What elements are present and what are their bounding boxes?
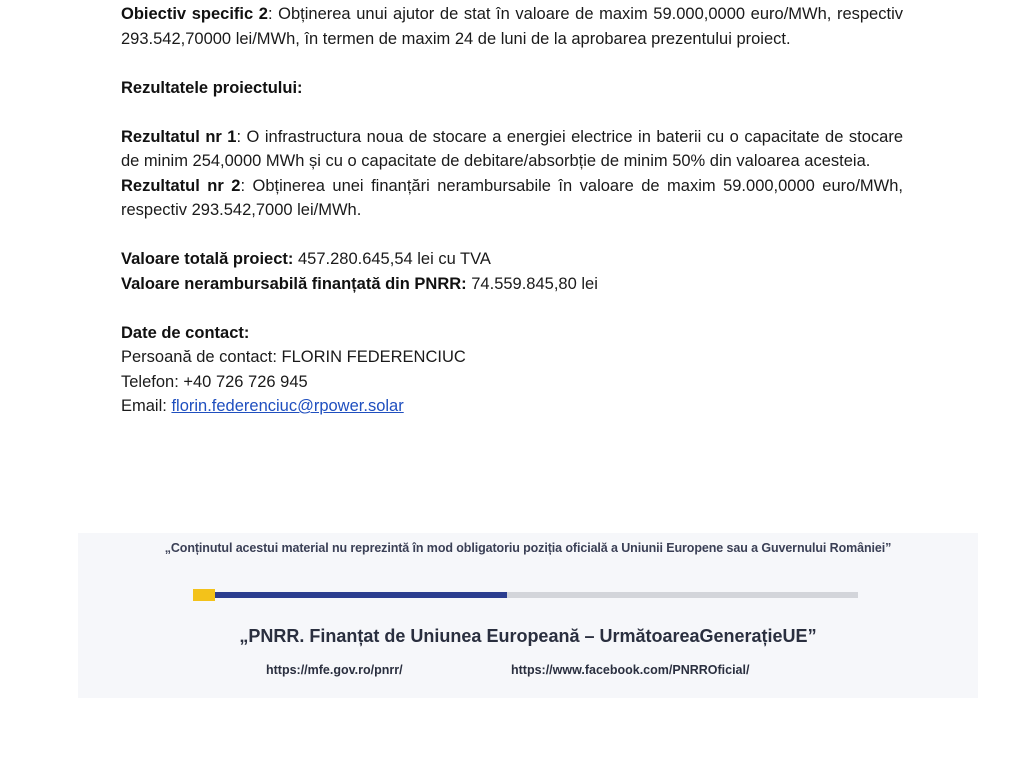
- objective-paragraph: [121, 2, 903, 51]
- contact-email-line: [121, 394, 903, 419]
- total-value-label: Valoare totală proiect:: [121, 250, 294, 268]
- email-label: Email:: [121, 397, 172, 415]
- footer-urls: [266, 663, 866, 677]
- result2-paragraph: [121, 174, 903, 223]
- result2-text: : Obținerea unei finanțări nerambursabile în valoare de maxim 59.000,0000 euro/MWh, respectiv 293.542,7000 lei/MWh.: [121, 176, 903, 219]
- mfe-url: https://mfe.gov.ro/pnrr/: [266, 663, 403, 677]
- total-value-line: [121, 247, 903, 272]
- eu-flag-icon: [193, 589, 215, 601]
- objective-label: Obiectiv specific 2: [121, 5, 268, 23]
- eu-disclaimer: „Conținutul acestui material nu reprezintă în mod obligatoriu poziția oficială a Uniunii Europene sau a Guvernului României”: [164, 541, 892, 555]
- facebook-url: https://www.facebook.com/PNRROficial/: [511, 663, 750, 677]
- contact-phone: Telefon: +40 726 726 945: [121, 372, 308, 391]
- result1-paragraph: [121, 125, 903, 174]
- results-heading: Rezultatele proiectului:: [121, 78, 303, 97]
- objective-text: : Obținerea unui ajutor de stat în valoare de maxim 59.000,0000 euro/MWh, respectiv 293.542,70000 lei/MWh, în termen de maxim 24 de luni de la aprobarea prezentului proiect.: [121, 5, 903, 48]
- grant-value-line: [121, 272, 903, 297]
- pnrr-footer-banner: [78, 533, 978, 698]
- pnrr-slogan: „PNRR. Finanțat de Uniunea Europeană – UrmătoareaGenerațieUE”: [239, 626, 817, 646]
- grant-value: 74.559.845,80 lei: [466, 274, 598, 293]
- email-link[interactable]: florin.federenciuc@rpower.solar: [171, 397, 404, 415]
- grant-value-label: Valoare nerambursabilă finanțată din PNRR:: [121, 274, 467, 293]
- result1-label: Rezultatul nr 1: [121, 127, 237, 146]
- result2-label: Rezultatul nr 2: [121, 176, 241, 195]
- total-value: 457.280.645,54 lei cu TVA: [293, 250, 491, 268]
- progress-bar-fill: [196, 592, 507, 598]
- document-body: [121, 2, 903, 419]
- contact-heading: Date de contact:: [121, 323, 250, 342]
- progress-bar: [196, 592, 858, 598]
- contact-person: Persoană de contact: FLORIN FEDERENCIUC: [121, 348, 466, 366]
- result1-text: : O infrastructura noua de stocare a energiei electrice in baterii cu o capacitate de stocare de minim 254,0000 MWh și cu o capacitate de debitare/absorbție de minim 50% din valoarea acesteia.: [121, 127, 903, 170]
